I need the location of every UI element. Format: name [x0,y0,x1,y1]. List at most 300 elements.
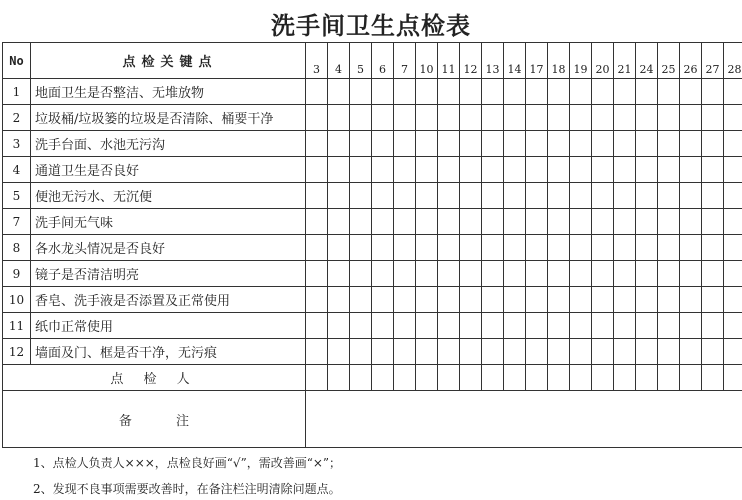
header-key-points: 点检关键点 [31,43,306,79]
header-day: 12 [460,43,482,79]
check-cell[interactable] [306,261,328,287]
check-cell[interactable] [526,79,548,105]
check-cell[interactable] [526,287,548,313]
row-item: 垃圾桶/垃圾篓的垃圾是否清除、桶要干净 [31,105,306,131]
check-cell[interactable] [416,287,438,313]
check-cell[interactable] [504,183,526,209]
check-cell[interactable] [658,339,680,365]
check-cell[interactable] [482,131,504,157]
check-cell[interactable] [526,157,548,183]
check-cell[interactable] [350,313,372,339]
row-item: 纸巾正常使用 [31,313,306,339]
header-day: 28 [724,43,742,79]
check-cell[interactable] [416,209,438,235]
inspector-cell[interactable] [570,365,592,391]
check-cell[interactable] [592,183,614,209]
inspector-cell[interactable] [306,365,328,391]
inspector-cell[interactable] [460,365,482,391]
check-cell[interactable] [394,209,416,235]
header-day: 7 [394,43,416,79]
check-cell[interactable] [548,79,570,105]
check-cell[interactable] [438,261,460,287]
check-cell[interactable] [614,235,636,261]
check-cell[interactable] [570,235,592,261]
check-cell[interactable] [350,339,372,365]
check-cell[interactable] [548,157,570,183]
check-cell[interactable] [724,157,742,183]
check-cell[interactable] [548,339,570,365]
check-cell[interactable] [482,261,504,287]
check-cell[interactable] [416,339,438,365]
check-cell[interactable] [372,339,394,365]
inspector-label: 点 检 人 [3,365,306,391]
check-cell[interactable] [724,105,742,131]
row-item: 地面卫生是否整洁、无堆放物 [31,79,306,105]
check-cell[interactable] [394,235,416,261]
check-cell[interactable] [614,261,636,287]
check-cell[interactable] [658,235,680,261]
header-row [3,43,742,79]
check-cell[interactable] [724,79,742,105]
check-cell[interactable] [570,261,592,287]
check-cell[interactable] [614,287,636,313]
row-number: 7 [3,209,31,235]
check-cell[interactable] [614,157,636,183]
check-cell[interactable] [548,131,570,157]
check-cell[interactable] [350,235,372,261]
check-cell[interactable] [636,105,658,131]
row-item: 镜子是否清洁明亮 [31,261,306,287]
check-cell[interactable] [416,235,438,261]
check-cell[interactable] [394,261,416,287]
check-cell[interactable] [592,313,614,339]
row-item: 洗手台面、水池无污沟 [31,131,306,157]
check-cell[interactable] [328,79,350,105]
check-cell[interactable] [702,183,724,209]
check-cell[interactable] [658,105,680,131]
check-cell[interactable] [438,157,460,183]
check-cell[interactable] [592,235,614,261]
header-day: 19 [570,43,592,79]
check-cell[interactable] [394,339,416,365]
check-cell[interactable] [724,209,742,235]
check-cell[interactable] [526,131,548,157]
check-cell[interactable] [482,287,504,313]
check-cell[interactable] [548,313,570,339]
check-cell[interactable] [328,157,350,183]
check-cell[interactable] [328,131,350,157]
check-cell[interactable] [328,339,350,365]
header-day: 14 [504,43,526,79]
check-cell[interactable] [482,183,504,209]
check-cell[interactable] [482,235,504,261]
check-cell[interactable] [614,131,636,157]
check-cell[interactable] [394,183,416,209]
check-cell[interactable] [680,183,702,209]
check-cell[interactable] [658,157,680,183]
table-row [3,261,742,287]
check-cell[interactable] [328,183,350,209]
row-number: 8 [3,235,31,261]
check-cell[interactable] [504,105,526,131]
check-cell[interactable] [438,287,460,313]
row-item: 各水龙头情况是否良好 [31,235,306,261]
check-cell[interactable] [636,209,658,235]
check-cell[interactable] [504,79,526,105]
check-cell[interactable] [328,261,350,287]
check-cell[interactable] [438,313,460,339]
check-cell[interactable] [372,261,394,287]
check-cell[interactable] [592,287,614,313]
check-cell[interactable] [504,235,526,261]
check-cell[interactable] [658,209,680,235]
check-cell[interactable] [614,313,636,339]
check-cell[interactable] [350,287,372,313]
check-cell[interactable] [504,209,526,235]
check-cell[interactable] [416,157,438,183]
check-cell[interactable] [482,105,504,131]
check-cell[interactable] [306,79,328,105]
check-cell[interactable] [658,131,680,157]
check-cell[interactable] [460,209,482,235]
check-cell[interactable] [460,261,482,287]
check-cell[interactable] [570,131,592,157]
check-cell[interactable] [482,339,504,365]
check-cell[interactable] [306,209,328,235]
check-cell[interactable] [526,183,548,209]
check-cell[interactable] [372,105,394,131]
check-cell[interactable] [482,313,504,339]
check-cell[interactable] [680,313,702,339]
check-cell[interactable] [614,105,636,131]
check-cell[interactable] [592,131,614,157]
check-cell[interactable] [636,79,658,105]
check-cell[interactable] [416,261,438,287]
check-cell[interactable] [548,183,570,209]
table-row [3,79,742,105]
check-cell[interactable] [724,131,742,157]
check-cell[interactable] [350,79,372,105]
check-cell[interactable] [592,339,614,365]
inspector-cell[interactable] [658,365,680,391]
check-cell[interactable] [702,79,724,105]
check-cell[interactable] [526,235,548,261]
check-cell[interactable] [328,287,350,313]
check-cell[interactable] [570,157,592,183]
check-cell[interactable] [570,79,592,105]
check-cell[interactable] [570,183,592,209]
check-cell[interactable] [680,209,702,235]
checklist-table [2,42,742,448]
check-cell[interactable] [394,79,416,105]
check-cell[interactable] [526,339,548,365]
check-cell[interactable] [548,105,570,131]
header-day: 5 [350,43,372,79]
check-cell[interactable] [306,183,328,209]
check-cell[interactable] [570,105,592,131]
check-cell[interactable] [306,131,328,157]
check-cell[interactable] [416,313,438,339]
inspector-cell[interactable] [548,365,570,391]
header-day: 6 [372,43,394,79]
check-cell[interactable] [372,183,394,209]
check-cell[interactable] [306,105,328,131]
inspector-cell[interactable] [372,365,394,391]
check-cell[interactable] [636,183,658,209]
check-cell[interactable] [614,209,636,235]
row-item: 通道卫生是否良好 [31,157,306,183]
check-cell[interactable] [438,131,460,157]
check-cell[interactable] [614,183,636,209]
check-cell[interactable] [636,287,658,313]
inspector-cell[interactable] [482,365,504,391]
check-cell[interactable] [372,235,394,261]
check-cell[interactable] [504,339,526,365]
check-cell[interactable] [482,209,504,235]
check-cell[interactable] [504,313,526,339]
check-cell[interactable] [350,183,372,209]
remarks-row [3,391,742,448]
check-cell[interactable] [438,339,460,365]
table-row [3,287,742,313]
check-cell[interactable] [460,79,482,105]
check-cell[interactable] [372,131,394,157]
check-cell[interactable] [636,131,658,157]
inspector-row [3,365,742,391]
check-cell[interactable] [658,313,680,339]
check-cell[interactable] [460,183,482,209]
check-cell[interactable] [592,157,614,183]
check-cell[interactable] [702,235,724,261]
remarks-label: 备 注 [3,391,306,448]
check-cell[interactable] [680,131,702,157]
header-day: 21 [614,43,636,79]
check-cell[interactable] [702,313,724,339]
row-number: 10 [3,287,31,313]
check-cell[interactable] [570,287,592,313]
check-cell[interactable] [416,105,438,131]
check-cell[interactable] [724,183,742,209]
inspector-cell[interactable] [614,365,636,391]
row-number: 3 [3,131,31,157]
check-cell[interactable] [680,157,702,183]
remarks-field[interactable] [306,391,742,448]
row-number: 1 [3,79,31,105]
check-cell[interactable] [526,209,548,235]
check-cell[interactable] [394,157,416,183]
check-cell[interactable] [372,287,394,313]
check-cell[interactable] [328,209,350,235]
check-cell[interactable] [394,287,416,313]
check-cell[interactable] [350,131,372,157]
row-item: 洗手间无气味 [31,209,306,235]
check-cell[interactable] [658,261,680,287]
header-day: 26 [680,43,702,79]
check-cell[interactable] [724,313,742,339]
header-no: No [3,43,31,79]
check-cell[interactable] [680,261,702,287]
check-cell[interactable] [416,183,438,209]
footnote-1: 1、点检人负责人×××，点检良好画“√”，需改善画“×”； [33,456,342,470]
header-day: 24 [636,43,658,79]
inspector-cell[interactable] [680,365,702,391]
inspector-cell[interactable] [394,365,416,391]
header-day: 10 [416,43,438,79]
table-row [3,183,742,209]
header-day: 13 [482,43,504,79]
check-cell[interactable] [372,313,394,339]
check-cell[interactable] [350,105,372,131]
check-cell[interactable] [416,131,438,157]
check-cell[interactable] [636,157,658,183]
check-cell[interactable] [570,209,592,235]
check-cell[interactable] [482,79,504,105]
check-cell[interactable] [548,261,570,287]
check-cell[interactable] [350,209,372,235]
check-cell[interactable] [350,261,372,287]
check-cell[interactable] [592,105,614,131]
check-cell[interactable] [372,79,394,105]
check-cell[interactable] [460,235,482,261]
header-day: 20 [592,43,614,79]
check-cell[interactable] [504,287,526,313]
inspector-cell[interactable] [438,365,460,391]
check-cell[interactable] [526,313,548,339]
check-cell[interactable] [504,131,526,157]
check-cell[interactable] [614,339,636,365]
header-day: 11 [438,43,460,79]
check-cell[interactable] [328,235,350,261]
check-cell[interactable] [306,287,328,313]
inspector-cell[interactable] [592,365,614,391]
header-day: 4 [328,43,350,79]
check-cell[interactable] [394,105,416,131]
row-number: 2 [3,105,31,131]
check-cell[interactable] [548,209,570,235]
row-number: 5 [3,183,31,209]
check-cell[interactable] [460,339,482,365]
check-cell[interactable] [680,105,702,131]
row-item: 香皂、洗手液是否添置及正常使用 [31,287,306,313]
footnote-2: 2、发现不良事项需要改善时，在备注栏注明清除问题点。 [33,482,341,496]
check-cell[interactable] [438,183,460,209]
check-cell[interactable] [592,79,614,105]
row-number: 4 [3,157,31,183]
check-cell[interactable] [526,261,548,287]
check-cell[interactable] [702,209,724,235]
check-cell[interactable] [438,235,460,261]
inspector-cell[interactable] [504,365,526,391]
inspector-cell[interactable] [350,365,372,391]
check-cell[interactable] [328,313,350,339]
check-cell[interactable] [460,313,482,339]
check-cell[interactable] [636,313,658,339]
check-cell[interactable] [636,339,658,365]
check-cell[interactable] [724,287,742,313]
check-cell[interactable] [636,261,658,287]
check-cell[interactable] [570,313,592,339]
check-cell[interactable] [438,79,460,105]
check-cell[interactable] [460,131,482,157]
check-cell[interactable] [658,287,680,313]
page-title: 洗手间卫生点检表 [271,11,471,40]
check-cell[interactable] [350,157,372,183]
table-row [3,131,742,157]
check-cell[interactable] [416,79,438,105]
check-cell[interactable] [570,339,592,365]
table-row [3,209,742,235]
check-cell[interactable] [614,79,636,105]
check-cell[interactable] [394,131,416,157]
check-cell[interactable] [306,235,328,261]
inspector-cell[interactable] [636,365,658,391]
check-cell[interactable] [306,313,328,339]
check-cell[interactable] [328,105,350,131]
check-cell[interactable] [702,105,724,131]
inspector-cell[interactable] [724,365,742,391]
check-cell[interactable] [438,209,460,235]
inspector-cell[interactable] [526,365,548,391]
check-cell[interactable] [702,131,724,157]
check-cell[interactable] [460,157,482,183]
check-cell[interactable] [438,105,460,131]
check-cell[interactable] [680,339,702,365]
check-cell[interactable] [504,261,526,287]
check-cell[interactable] [592,209,614,235]
header-day: 27 [702,43,724,79]
check-cell[interactable] [658,79,680,105]
check-cell[interactable] [592,261,614,287]
table-row [3,105,742,131]
row-number: 12 [3,339,31,365]
row-number: 9 [3,261,31,287]
check-cell[interactable] [394,313,416,339]
row-item: 便池无污水、无沉便 [31,183,306,209]
check-cell[interactable] [548,235,570,261]
inspector-cell[interactable] [702,365,724,391]
check-cell[interactable] [372,209,394,235]
check-cell[interactable] [680,79,702,105]
header-day: 25 [658,43,680,79]
check-cell[interactable] [658,183,680,209]
check-cell[interactable] [526,105,548,131]
inspector-cell[interactable] [328,365,350,391]
check-cell[interactable] [460,105,482,131]
header-day: 17 [526,43,548,79]
check-cell[interactable] [680,287,702,313]
check-cell[interactable] [306,157,328,183]
check-cell[interactable] [724,339,742,365]
check-cell[interactable] [460,287,482,313]
check-cell[interactable] [482,157,504,183]
check-cell[interactable] [702,157,724,183]
check-cell[interactable] [680,235,702,261]
check-cell[interactable] [724,235,742,261]
inspector-cell[interactable] [416,365,438,391]
check-cell[interactable] [702,339,724,365]
table-row [3,339,742,365]
row-number: 11 [3,313,31,339]
header-day: 18 [548,43,570,79]
check-cell[interactable] [548,287,570,313]
check-cell[interactable] [504,157,526,183]
check-cell[interactable] [372,157,394,183]
check-cell[interactable] [724,261,742,287]
check-cell[interactable] [636,235,658,261]
check-cell[interactable] [702,287,724,313]
check-cell[interactable] [306,339,328,365]
check-cell[interactable] [702,261,724,287]
